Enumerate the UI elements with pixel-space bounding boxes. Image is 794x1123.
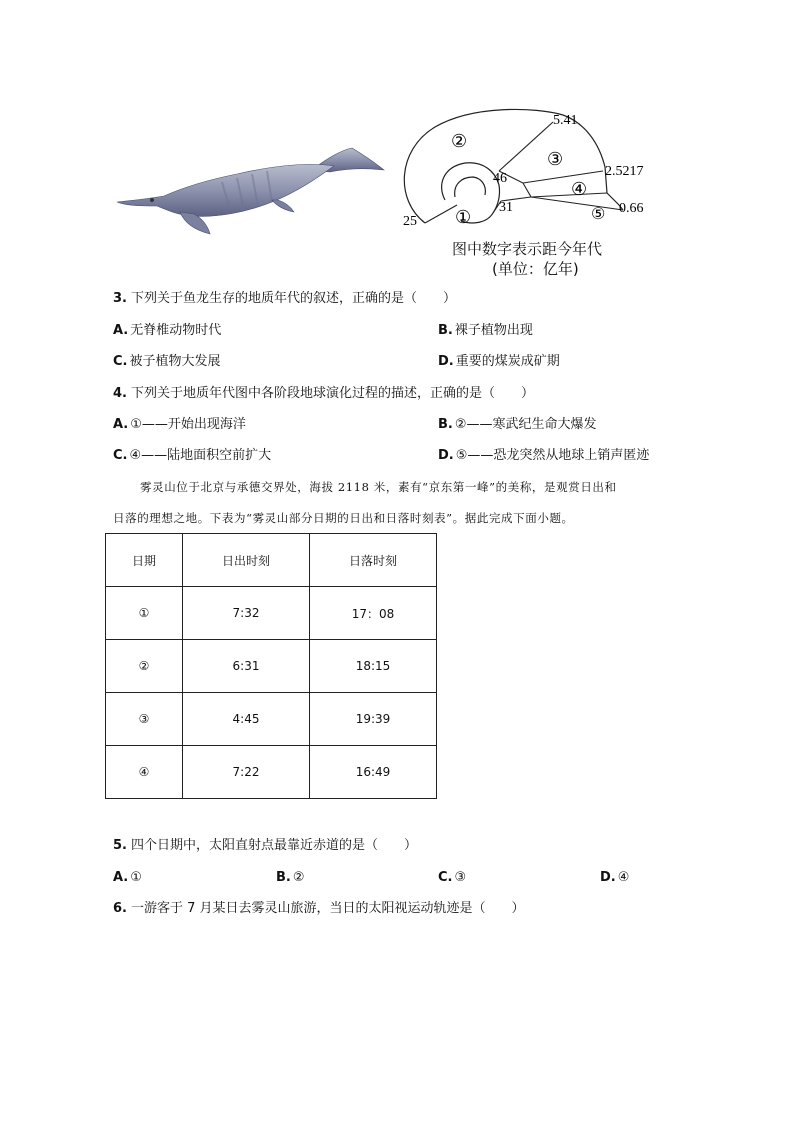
q5-option-c[interactable] — [438, 869, 466, 887]
stage-3: ③ — [547, 149, 564, 169]
question-6-stem: 一游客于 7 月某日去雾灵山旅游，当日的太阳视运动轨迹是（ ） — [130, 901, 525, 916]
geologic-time-spiral — [395, 105, 670, 245]
figure-caption-1: 图中数字表示距今年代 — [452, 240, 603, 258]
stage-1: ① — [455, 207, 472, 227]
q3-option-c-text: 被子植物大发展 — [129, 354, 221, 369]
question-6-number: 6. — [113, 901, 127, 916]
table-cell-sunrise: 6:31 — [183, 640, 310, 693]
ichthyosaur-icon — [112, 140, 392, 240]
sunrise-sunset-table — [105, 533, 437, 799]
q4-option-c[interactable] — [113, 447, 271, 465]
table-cell-sunset: 17：08 — [310, 587, 437, 640]
q5-option-b[interactable] — [276, 869, 305, 887]
table-cell-date: ② — [106, 640, 183, 693]
table-header-row — [106, 534, 437, 587]
question-3 — [113, 290, 456, 308]
question-5 — [113, 837, 417, 855]
table-cell-date: ③ — [106, 693, 183, 746]
q5-option-d[interactable] — [600, 869, 629, 887]
q3-option-c[interactable] — [113, 353, 221, 371]
q3-option-d-letter: D. — [438, 354, 454, 369]
table-cell-sunrise: 7:22 — [183, 746, 310, 799]
label-25: 25 — [403, 214, 417, 229]
label-066: 0.66 — [619, 201, 644, 216]
q4-option-c-letter: C. — [113, 448, 128, 463]
q5-option-a[interactable] — [113, 869, 142, 887]
q5-option-c-text: ③ — [454, 870, 467, 885]
table-cell-sunset: 19:39 — [310, 693, 437, 746]
q4-option-d[interactable] — [438, 447, 649, 465]
table-header-sunrise: 日出时刻 — [183, 534, 310, 587]
q4-option-c-text: ④——陆地面积空前扩大 — [129, 448, 272, 463]
q4-option-d-letter: D. — [438, 448, 454, 463]
table-cell-date: ① — [106, 587, 183, 640]
question-4 — [113, 385, 534, 403]
q3-option-d[interactable] — [438, 353, 560, 371]
table-row — [106, 640, 437, 693]
label-541: 5.41 — [553, 113, 578, 128]
q5-option-a-letter: A. — [113, 870, 129, 885]
table-header-sunset: 日落时刻 — [310, 534, 437, 587]
q4-option-b-text: ②——寒武纪生命大爆发 — [454, 417, 597, 432]
table-row — [106, 587, 437, 640]
q3-option-b-letter: B. — [438, 323, 453, 338]
q5-option-c-letter: C. — [438, 870, 453, 885]
q3-option-a-text: 无脊椎动物时代 — [130, 323, 222, 338]
stage-4: ④ — [571, 179, 588, 199]
question-6 — [113, 900, 525, 918]
table-cell-sunset: 18:15 — [310, 640, 437, 693]
table-row — [106, 746, 437, 799]
q3-option-d-text: 重要的煤炭成矿期 — [455, 354, 560, 369]
label-46: 46 — [493, 171, 507, 186]
q4-option-a-letter: A. — [113, 417, 129, 432]
q5-option-b-text: ② — [292, 870, 305, 885]
question-5-number: 5. — [113, 838, 127, 853]
q5-option-d-letter: D. — [600, 870, 616, 885]
table-cell-date: ④ — [106, 746, 183, 799]
passage-line-2: 日落的理想之地。下表为“雾灵山部分日期的日出和日落时刻表”。据此完成下面小题。 — [113, 511, 574, 525]
q5-option-b-letter: B. — [276, 870, 291, 885]
table-cell-sunset: 16:49 — [310, 746, 437, 799]
question-3-stem: 下列关于鱼龙生存的地质年代的叙述，正确的是（ ） — [130, 291, 456, 306]
table-row — [106, 693, 437, 746]
figure-caption-2: (单位：亿年) — [492, 260, 579, 278]
q4-option-d-text: ⑤——恐龙突然从地球上销声匿迹 — [455, 448, 650, 463]
table-cell-sunrise: 7:32 — [183, 587, 310, 640]
label-31: 31 — [499, 200, 513, 215]
stage-5: ⑤ — [591, 206, 606, 223]
question-3-number: 3. — [113, 291, 127, 306]
q4-option-b-letter: B. — [438, 417, 453, 432]
q3-option-c-letter: C. — [113, 354, 128, 369]
q3-option-b[interactable] — [438, 322, 533, 340]
table-header-date: 日期 — [106, 534, 183, 587]
question-4-number: 4. — [113, 386, 127, 401]
passage-line-1: 雾灵山位于北京与承德交界处，海拔 2118 米，素有“京东第一峰”的美称，是观赏日出和 — [140, 480, 617, 494]
table-cell-sunrise: 4:45 — [183, 693, 310, 746]
question-5-stem: 四个日期中，太阳直射点最靠近赤道的是（ ） — [130, 838, 417, 853]
q4-option-a[interactable] — [113, 416, 246, 434]
question-4-stem: 下列关于地质年代图中各阶段地球演化过程的描述，正确的是（ ） — [130, 386, 534, 401]
q5-option-a-text: ① — [130, 870, 142, 885]
q4-option-b[interactable] — [438, 416, 597, 434]
q5-option-d-text: ④ — [617, 870, 630, 885]
q3-option-b-text: 裸子植物出现 — [454, 323, 533, 338]
q4-option-a-text: ①——开始出现海洋 — [130, 417, 246, 432]
label-25217: 2.5217 — [605, 164, 644, 179]
q3-option-a[interactable] — [113, 322, 221, 340]
q3-option-a-letter: A. — [113, 323, 129, 338]
stage-2: ② — [451, 131, 468, 151]
